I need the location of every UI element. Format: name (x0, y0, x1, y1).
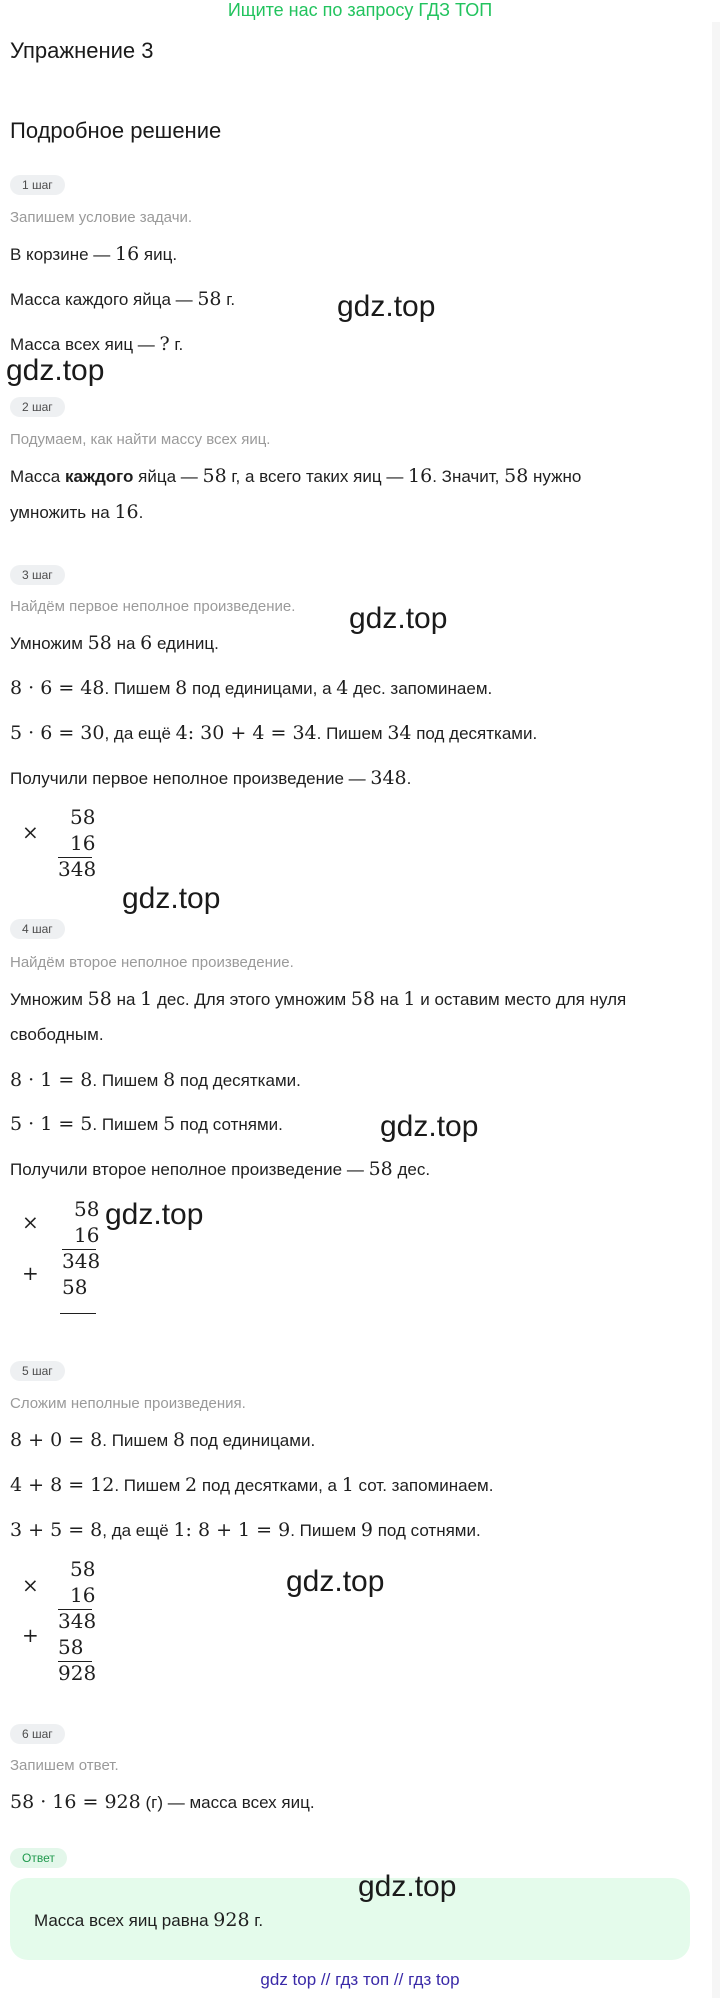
step-4-line-5: Получили второе неполное произведение — 58 дес. (10, 1158, 431, 1180)
search-banner[interactable]: Ищите нас по запросу ГДЗ ТОП (227, 0, 493, 20)
step-3-line-4: Получили первое неполное произведение — 348. (10, 767, 412, 789)
column-multiplicand: 58 (70, 805, 96, 829)
step-6-badge: 6 шаг (10, 1724, 65, 1744)
solution-title: Подробное решение (10, 118, 222, 143)
watermark: gdz.top (286, 1565, 385, 1598)
watermark: gdz.top (358, 1870, 457, 1903)
multiply-sign: × (22, 1210, 39, 1234)
step-3-line-1: Умножим 58 на 6 единиц. (10, 632, 219, 654)
step-1-hint: Запишем условие задачи. (10, 209, 193, 226)
exercise-title: Упражнение 3 (10, 38, 154, 63)
watermark: gdz.top (337, 290, 436, 323)
column-multiplier: 16 (74, 1223, 100, 1247)
step-3-badge: 3 шаг (10, 565, 65, 585)
column-multiplier: 16 (70, 831, 96, 855)
watermark: gdz.top (122, 882, 221, 915)
watermark: gdz.top (105, 1198, 204, 1231)
right-edge-shade (712, 22, 720, 1998)
answer-text: Масса всех яиц равна 928 г. (34, 1909, 264, 1931)
step-3-hint: Найдём первое неполное произведение. (10, 598, 296, 615)
step-2-hint: Подумаем, как найти массу всех яиц. (10, 431, 271, 448)
column-partial-1: 348 (62, 1249, 101, 1273)
step-5-badge: 5 шаг (10, 1361, 65, 1381)
column-line (60, 1313, 96, 1314)
step-5-hint: Сложим неполные произведения. (10, 1395, 246, 1412)
step-4-line-4: 5 · 1 = 5. Пишем 5 под сотнями. (10, 1113, 283, 1135)
column-multiplicand: 58 (74, 1197, 100, 1221)
step-4-line-3: 8 · 1 = 8. Пишем 8 под десятками. (10, 1069, 301, 1091)
plus-sign: + (22, 1623, 39, 1647)
step-1-line-3: Масса всех яиц — ? г. (10, 333, 184, 355)
watermark: gdz.top (6, 354, 105, 387)
step-1-line-2: Масса каждого яйца — 58 г. (10, 288, 236, 310)
step-6-line-1: 58 · 16 = 928 (г) — масса всех яиц. (10, 1791, 315, 1813)
watermark: gdz.top (349, 602, 448, 635)
step-5-line-1: 8 + 0 = 8. Пишем 8 под единицами. (10, 1429, 316, 1451)
column-multiplicand: 58 (70, 1557, 96, 1581)
step-2-line-1: Масса каждого яйца — 58 г, а всего таких яиц — 16. Значит, 58 нужно (10, 465, 582, 487)
column-partial-2: 58 (58, 1635, 84, 1659)
answer-badge: Ответ (10, 1848, 67, 1868)
plus-sign: + (22, 1261, 39, 1285)
column-partial-2: 58 (62, 1275, 88, 1299)
step-6-hint: Запишем ответ. (10, 1757, 119, 1774)
column-partial-1: 348 (58, 857, 97, 881)
step-4-badge: 4 шаг (10, 919, 65, 939)
step-2-badge: 2 шаг (10, 397, 65, 417)
watermark: gdz.top (380, 1110, 479, 1143)
column-partial-1: 348 (58, 1609, 97, 1633)
multiply-sign: × (22, 1573, 39, 1597)
step-3-line-3: 5 · 6 = 30, да ещё 4: 30 + 4 = 34. Пишем 34 под десятками. (10, 722, 538, 744)
step-3-line-2: 8 · 6 = 48. Пишем 8 под единицами, а 4 дес. запоминаем. (10, 677, 493, 699)
step-1-line-1: В корзине — 16 яиц. (10, 243, 178, 265)
step-1-badge: 1 шаг (10, 175, 65, 195)
column-multiplier: 16 (70, 1583, 96, 1607)
footer-links[interactable]: gdz top // гдз топ // гдз top (260, 1970, 460, 1989)
step-4-line-1: Умножим 58 на 1 дес. Для этого умножим 58 на 1 и оставим место для нуля (10, 988, 627, 1010)
step-2-line-2: умножить на 16. (10, 501, 144, 523)
multiply-sign: × (22, 820, 39, 844)
column-result: 928 (58, 1661, 97, 1685)
step-5-line-2: 4 + 8 = 12. Пишем 2 под десятками, а 1 сот. запоминаем. (10, 1474, 494, 1496)
step-5-line-3: 3 + 5 = 8, да ещё 1: 8 + 1 = 9. Пишем 9 под сотнями. (10, 1519, 481, 1541)
step-4-line-2: свободным. (10, 1025, 104, 1044)
step-4-hint: Найдём второе неполное произведение. (10, 954, 294, 971)
